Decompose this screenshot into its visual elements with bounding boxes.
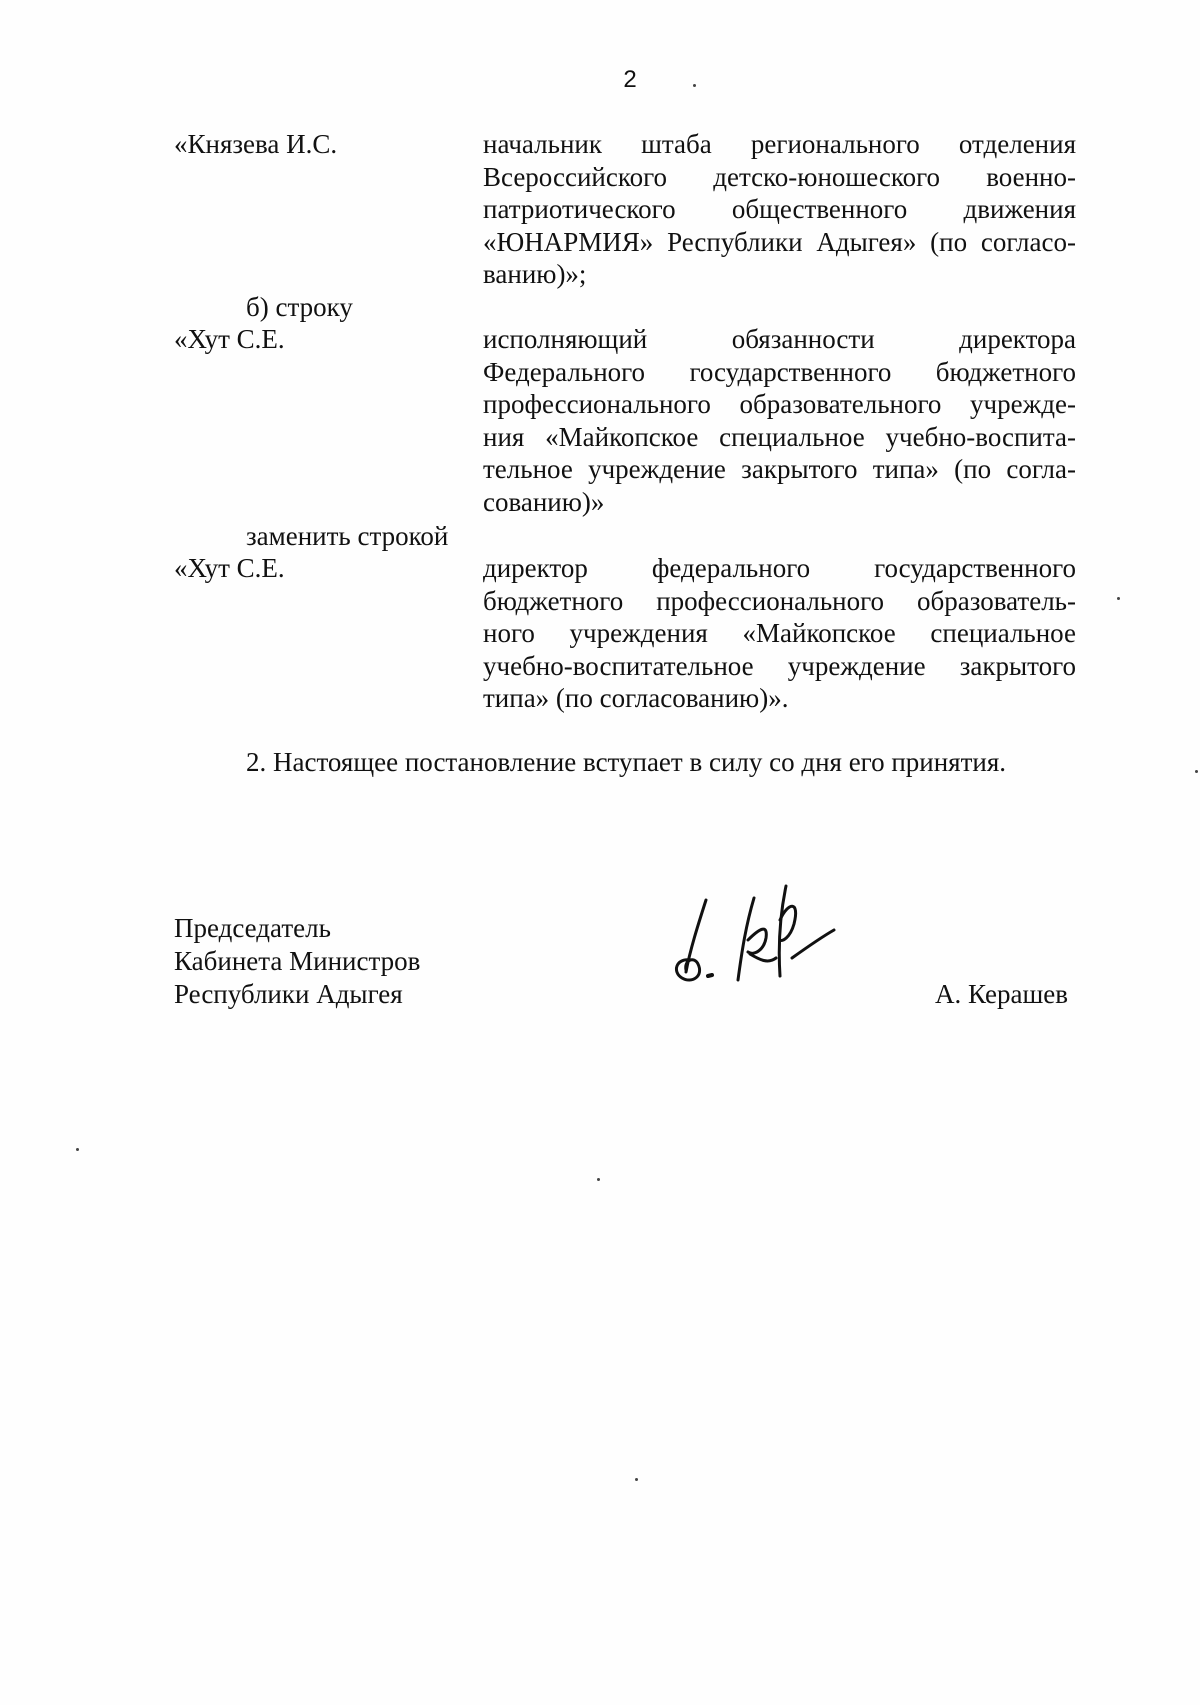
signer-title <box>174 912 420 1011</box>
scan-speck <box>76 1148 79 1151</box>
role-line: бюджетного профессионального образователь- <box>483 585 1076 616</box>
entry-role <box>483 552 1076 715</box>
role-line: учебно-воспитательное учреждение закрытого <box>483 650 1076 681</box>
signer-title-line: Председатель <box>174 913 331 943</box>
scan-speck <box>635 1478 638 1481</box>
role-line: профессионального образовательного учрежде- <box>483 389 1076 419</box>
signer-title-line: Кабинета Министров <box>174 946 421 976</box>
entry-name: «Хут С.Е. <box>174 553 285 583</box>
role-line: ванию)»; <box>483 259 587 289</box>
entry-name: «Хут С.Е. <box>174 324 285 354</box>
role-line: типа» (по согласованию)». <box>483 683 789 713</box>
entry-name: «Князева И.С. <box>174 129 338 159</box>
signer-title-line: Республики Адыгея <box>174 979 403 1009</box>
paragraph-2: 2. Настоящее постановление вступает в силу со дня его принятия. <box>246 747 1007 777</box>
role-line: начальник штаба регионального отделения <box>483 129 1076 159</box>
entry-role <box>483 323 1076 518</box>
scan-speck <box>1117 597 1120 600</box>
handwritten-signature <box>668 880 838 990</box>
scan-speck <box>597 1178 600 1181</box>
scan-speck <box>1195 770 1198 773</box>
page-number: 2 <box>623 66 637 93</box>
role-line: исполняющий обязанности директора <box>483 324 1076 354</box>
role-line: ния «Майкопское специальное учебно-воспита- <box>483 421 1076 452</box>
role-line: Всероссийского детско-юношеского военно- <box>483 161 1076 192</box>
instruction-replace-with: заменить строкой <box>246 521 449 551</box>
role-line: патриотического общественного движения <box>483 194 1076 224</box>
role-line: Федерального государственного бюджетного <box>483 356 1076 387</box>
role-line: ного учреждения «Майкопское специальное <box>483 618 1076 648</box>
signer-name: А. Керашев <box>935 979 1068 1009</box>
role-line: сованию)» <box>483 486 605 517</box>
instruction-replace-line: б) строку <box>246 292 353 322</box>
role-line: «ЮНАРМИЯ» Республики Адыгея» (по согласо- <box>483 226 1076 257</box>
scan-speck <box>693 84 696 87</box>
role-line: тельное учреждение закрытого типа» (по согла- <box>483 454 1076 484</box>
role-line: директор федерального государственного <box>483 553 1076 583</box>
entry-role <box>483 128 1076 291</box>
